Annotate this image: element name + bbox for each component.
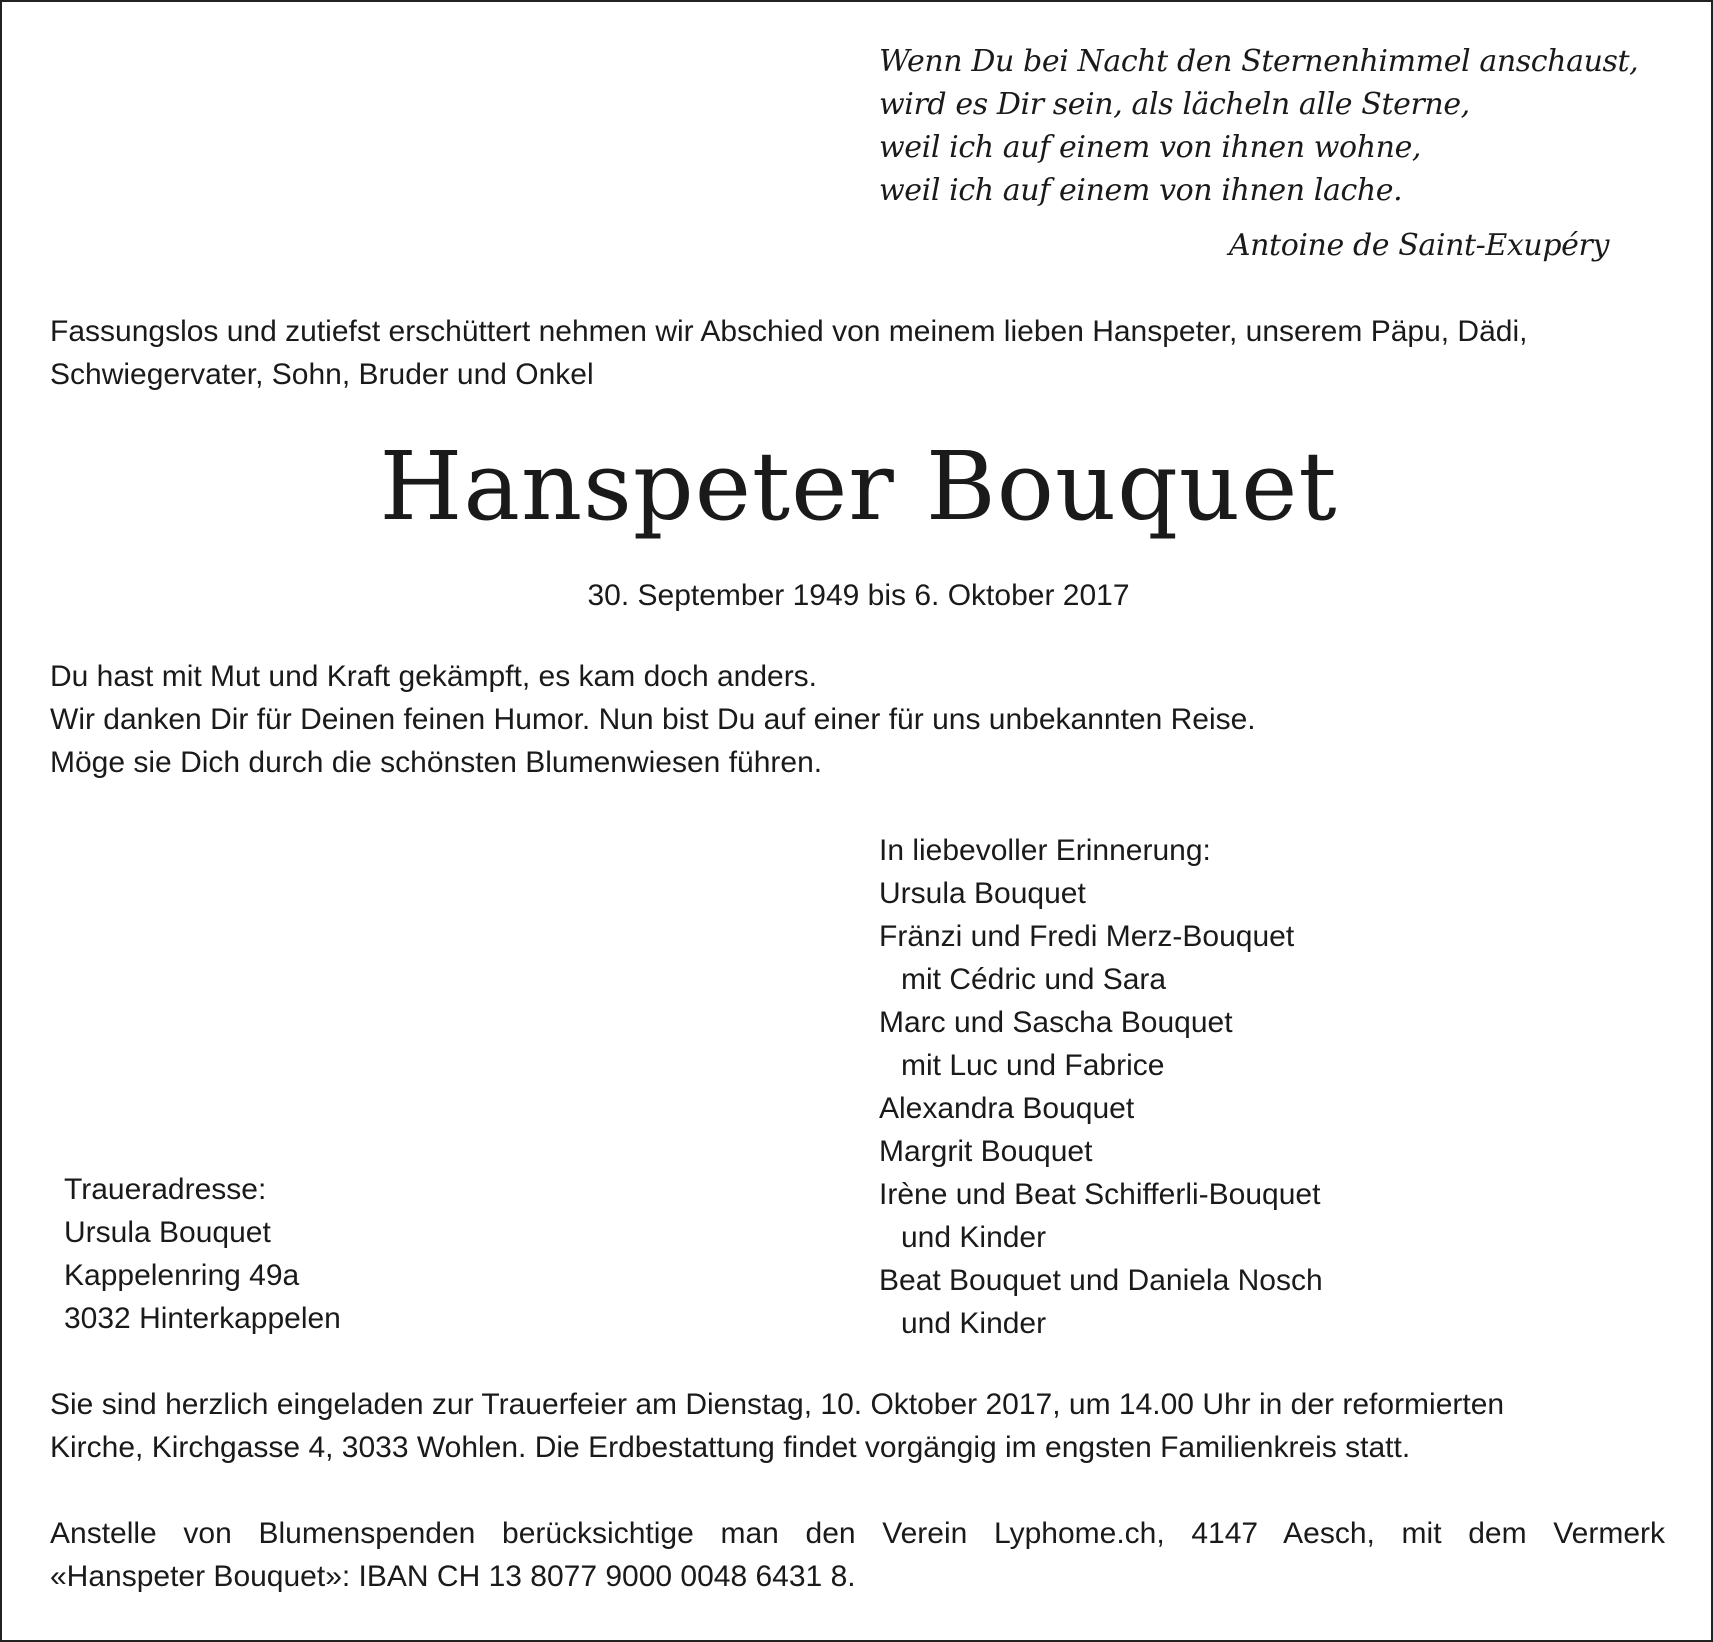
intro-line: Fassungslos und zutiefst erschüttert nehmen wir Abschied von meinem lieben Hanspeter, unserem Päpu, Dädi, [50,315,1528,348]
mourning-address [64,1168,664,1340]
intro-line: Schwiegervater, Sohn, Bruder und Onkel [50,358,594,391]
epigraph-quote [879,40,1639,212]
quote-author: Antoine de Saint-Exupéry [1228,228,1609,263]
address-label: Traueradresse: [64,1173,267,1206]
quote-line: Wenn Du bei Nacht den Sternenhimmel anschaust, [879,44,1639,79]
address-city: 3032 Hinterkappelen [64,1302,341,1335]
mourner-entry: Ursula Bouquet [879,877,1086,910]
donation-notice [50,1512,1665,1598]
life-dates: 30. September 1949 bis 6. Oktober 2017 [587,579,1130,612]
mourners-list [879,829,1679,1345]
quote-line: wird es Dir sein, als lächeln alle Sterne, [879,87,1470,122]
quote-line: weil ich auf einem von ihnen wohne, [879,130,1422,165]
quote-line: weil ich auf einem von ihnen lache. [879,173,1403,208]
deceased-name: Hanspeter Bouquet [379,432,1338,542]
message-line: Möge sie Dich durch die schönsten Blumenwiesen führen. [50,746,823,779]
donation-line: «Hanspeter Bouquet»: IBAN CH 13 8077 9000 0048 6431 8. [50,1560,856,1593]
ceremony-line: Sie sind herzlich eingeladen zur Trauerfeier am Dienstag, 10. Oktober 2017, um 14.00 Uhr in der reformierten [50,1388,1505,1421]
ceremony-line: Kirche, Kirchgasse 4, 3033 Wohlen. Die Erdbestattung findet vorgängig im engsten Familienkreis statt. [50,1431,1411,1464]
mourner-entry: Fränzi und Fredi Merz-Bouquet [879,920,1295,953]
intro-paragraph [50,310,1670,396]
mourner-entry: mit Cédric und Sara [901,963,1167,996]
address-street: Kappelenring 49a [64,1259,300,1292]
mourner-entry: mit Luc und Fabrice [901,1049,1165,1082]
message-line: Du hast mit Mut und Kraft gekämpft, es kam doch anders. [50,660,818,693]
mourner-entry: Margrit Bouquet [879,1135,1093,1168]
mourner-entry: Alexandra Bouquet [879,1092,1135,1125]
mourner-entry: Marc und Sascha Bouquet [879,1006,1233,1039]
mourner-entry: und Kinder [901,1307,1047,1340]
mourners-heading: In liebevoller Erinnerung: [879,834,1211,867]
address-name: Ursula Bouquet [64,1216,271,1249]
ceremony-invitation [50,1383,1670,1469]
message-line: Wir danken Dir für Deinen feinen Humor. Nun bist Du auf einer für uns unbekannten Reise. [50,703,1256,736]
mourner-entry: und Kinder [901,1221,1047,1254]
mourner-entry: Beat Bouquet und Daniela Nosch [879,1264,1323,1297]
farewell-message [50,655,1670,784]
mourner-entry: Irène und Beat Schifferli-Bouquet [879,1178,1321,1211]
donation-line: Anstelle von Blumenspenden berücksichtige man den Verein Lyphome.ch, 4147 Aesch, mit dem Vermerk [50,1517,1665,1550]
